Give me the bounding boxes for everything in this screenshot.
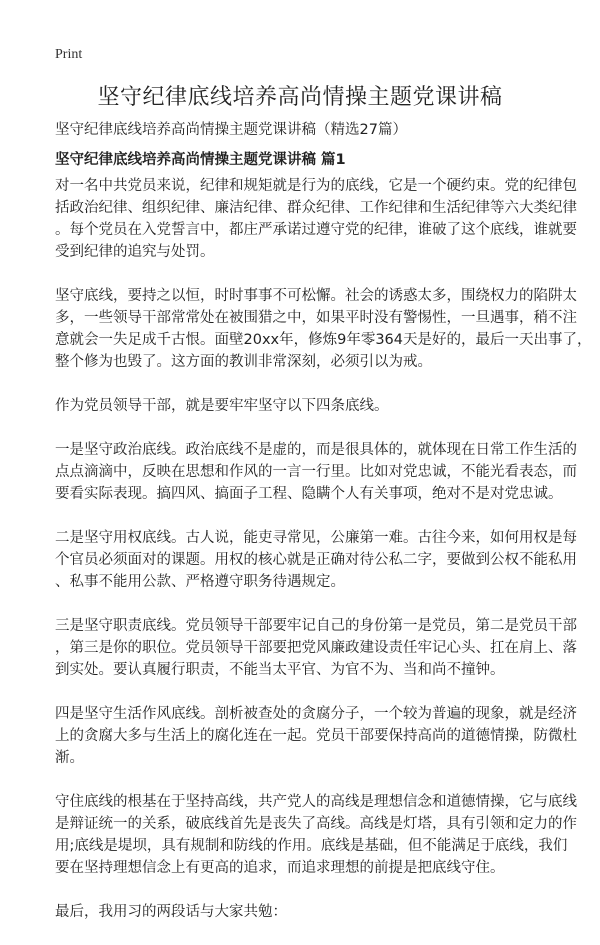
paragraph-line: 上的贪腐大多与生活上的腐化连在一起。党员干部要保持高尚的道德情操，防微杜 xyxy=(55,728,577,744)
paragraph xyxy=(55,175,577,263)
paragraph xyxy=(55,901,550,923)
paragraph-line: 四是坚守生活作风底线。剖析被查处的贪腐分子，一个较为普遍的现象，就是经济 xyxy=(55,706,577,722)
paragraph-line: ，第三是你的职位。党员领导干部要把党风廉政建设责任牢记心头、扛在肩上、落 xyxy=(55,640,577,656)
paragraph xyxy=(55,615,577,681)
section-heading: 坚守纪律底线培养高尚情操主题党课讲稿 篇1 xyxy=(55,152,346,168)
paragraph-line: 渐。 xyxy=(55,750,84,766)
paragraph xyxy=(55,527,577,593)
document-subtitle: 坚守纪律底线培养高尚情操主题党课讲稿（精选27篇） xyxy=(55,122,407,138)
paragraph-line: 作为党员领导干部，就是要牢牢坚守以下四条底线。 xyxy=(55,398,389,414)
paragraph-line: 多，一些领导干部常常处在被围猎之中，如果平时没有警惕性，一旦遇事，稍不注 xyxy=(55,310,577,326)
paragraph-line: 二是坚守用权底线。古人说，能吏寻常见，公廉第一难。古往今来，如何用权是每 xyxy=(55,530,577,546)
paragraph-line: 是辩证统一的关系，破底线首先是丧失了高线。高线是灯塔，具有引领和定力的作 xyxy=(55,816,577,832)
paragraph xyxy=(55,285,592,373)
paragraph-line: 受到纪律的追究与处罚。 xyxy=(55,244,215,260)
paragraph-line: 。每个党员在入党誓言中，都庄严承诺过遵守党的纪律，谁破了这个底线，谁就要 xyxy=(55,222,577,238)
paragraph-line: 用;底线是堤坝，具有规制和防线的作用。底线是基础，但不能满足于底线，我们 xyxy=(55,838,568,854)
paragraph-line: 三是坚守职责底线。党员领导干部要牢记自己的身份第一是党员，第二是党员干部 xyxy=(55,618,577,634)
print-link[interactable]: Print xyxy=(55,47,83,62)
paragraph-line: 要在坚持理想信念上有更高的追求，而追求理想的前提是把底线守住。 xyxy=(55,860,505,876)
paragraph-line: 坚守底线，要持之以恒，时时事事不可松懈。社会的诱惑太多，围绕权力的陷阱太 xyxy=(55,288,577,304)
paragraph-line: 括政治纪律、组织纪律、廉洁纪律、群众纪律、工作纪律和生活纪律等六大类纪律 xyxy=(55,200,577,216)
paragraph-line: 整个修为也毁了。这方面的教训非常深刻，必须引以为戒。 xyxy=(55,354,432,370)
paragraph-line: 对一名中共党员来说，纪律和规矩就是行为的底线，它是一个硬约束。党的纪律包 xyxy=(55,178,577,194)
paragraph xyxy=(55,703,577,769)
paragraph-line: 一是坚守政治底线。政治底线不是虚的，而是很具体的，就体现在日常工作生活的 xyxy=(55,442,577,458)
paragraph-line: 意就会一失足成千古恨。面壁20xx年，修炼9年零364天是好的，最后一天出事了， xyxy=(55,332,592,348)
paragraph xyxy=(55,439,577,505)
paragraph xyxy=(55,791,577,879)
document-title: 坚守纪律底线培养高尚情操主题党课讲稿 xyxy=(97,85,503,110)
paragraph-line: 到实处。要认真履行职责，不能当太平官、为官不为、当和尚不撞钟。 xyxy=(55,662,505,678)
paragraph-line: 点点滴滴中，反映在思想和作风的一言一行里。比如对党忠诚，不能光看表态，而 xyxy=(55,464,577,480)
document-body xyxy=(55,175,592,945)
paragraph-line: 个官员必须面对的课题。用权的核心就是正确对待公私二字，要做到公权不能私用 xyxy=(55,552,577,568)
paragraph-line: 守住底线的根基在于坚持高线，共产党人的高线是理想信念和道德情操，它与底线 xyxy=(55,794,577,810)
paragraph-line: 、私事不能用公款、严格遵守职务待遇规定。 xyxy=(55,574,345,590)
paragraph xyxy=(55,395,550,417)
paragraph-line: 最后，我用习的两段话与大家共勉： xyxy=(55,904,287,920)
paragraph-line: 要看实际表现。搞四风、搞面子工程、隐瞒个人有关事项，绝对不是对党忠诚。 xyxy=(55,486,563,502)
